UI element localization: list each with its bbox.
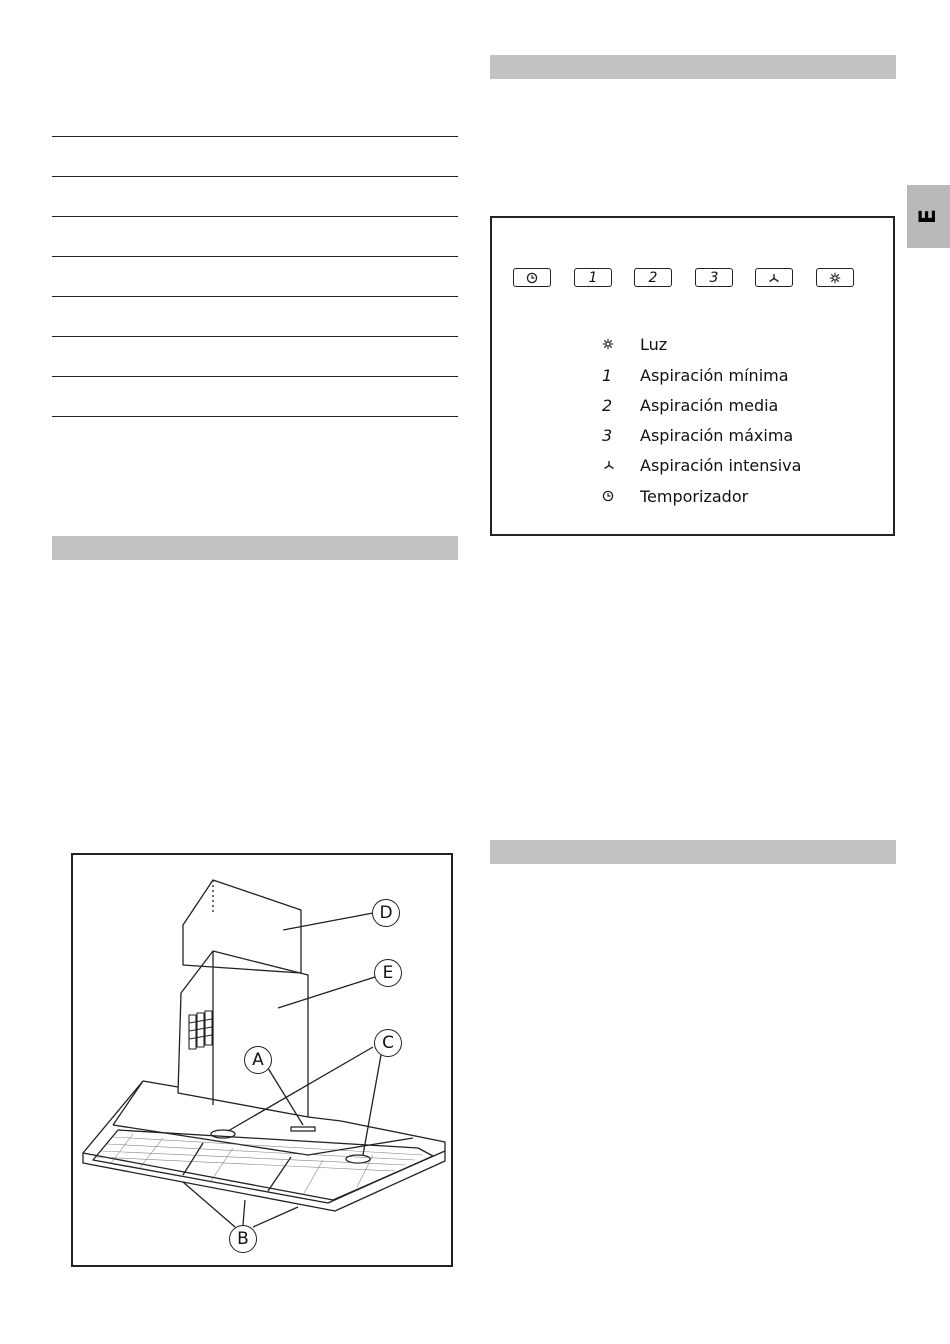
speed-2-key[interactable] bbox=[634, 268, 672, 287]
hood-figure bbox=[71, 853, 453, 1267]
table-rule bbox=[52, 176, 458, 177]
speed-3-key[interactable] bbox=[695, 268, 733, 287]
legend-item-speed-2 bbox=[600, 394, 778, 416]
table-rule bbox=[52, 336, 458, 337]
legend-symbol bbox=[600, 459, 640, 471]
legend-symbol: 3 bbox=[602, 425, 613, 445]
table-rule bbox=[52, 216, 458, 217]
intensive-key[interactable] bbox=[755, 268, 793, 287]
legend-symbol bbox=[600, 338, 640, 350]
callout-c bbox=[374, 1029, 402, 1057]
callout-a bbox=[244, 1046, 272, 1074]
timer-key[interactable] bbox=[513, 268, 551, 287]
light-icon bbox=[829, 272, 841, 284]
legend-text: Aspiración mínima bbox=[640, 365, 789, 385]
table-rule bbox=[52, 136, 458, 137]
table-rule bbox=[52, 256, 458, 257]
callout-c-label: C bbox=[382, 1033, 394, 1053]
speed-3-key-label: 3 bbox=[709, 269, 719, 286]
legend-symbol: 2 bbox=[602, 395, 613, 415]
legend-text: Temporizador bbox=[640, 486, 749, 506]
table-rule bbox=[52, 376, 458, 377]
callout-e-label: E bbox=[382, 963, 394, 983]
table-rule bbox=[52, 416, 458, 417]
legend-text: Aspiración máxima bbox=[640, 425, 794, 445]
speed-1-key-label: 1 bbox=[588, 269, 598, 286]
callout-a-label: A bbox=[252, 1050, 264, 1070]
legend-item-light bbox=[600, 333, 667, 355]
legend-item-speed-1 bbox=[600, 364, 789, 386]
legend-text: Aspiración intensiva bbox=[640, 455, 802, 475]
legend-text: Aspiración media bbox=[640, 395, 779, 415]
speed-1-key[interactable] bbox=[574, 268, 612, 287]
legend-item-timer bbox=[600, 485, 748, 507]
language-tab-letter: E bbox=[916, 208, 941, 225]
callout-d bbox=[372, 899, 400, 927]
callout-e bbox=[374, 959, 402, 987]
section-header-bar bbox=[52, 536, 458, 560]
fan-icon bbox=[767, 272, 781, 284]
legend-item-intensive bbox=[600, 454, 801, 476]
speed-2-key-label: 2 bbox=[648, 269, 658, 286]
language-tab bbox=[907, 185, 950, 248]
callout-d-label: D bbox=[379, 903, 393, 923]
legend-text: Luz bbox=[640, 334, 668, 354]
light-key[interactable] bbox=[816, 268, 854, 287]
section-header-bar bbox=[490, 55, 896, 79]
legend-symbol: 1 bbox=[602, 365, 613, 385]
legend-item-speed-3 bbox=[600, 424, 793, 446]
clock-icon bbox=[526, 272, 538, 284]
legend-symbol bbox=[600, 490, 640, 502]
table-rule bbox=[52, 296, 458, 297]
callout-b bbox=[229, 1225, 257, 1253]
fan-icon bbox=[602, 459, 616, 471]
light-icon bbox=[602, 338, 614, 350]
clock-icon bbox=[602, 490, 614, 502]
callout-b-label: B bbox=[237, 1229, 249, 1249]
section-header-bar bbox=[490, 840, 896, 864]
